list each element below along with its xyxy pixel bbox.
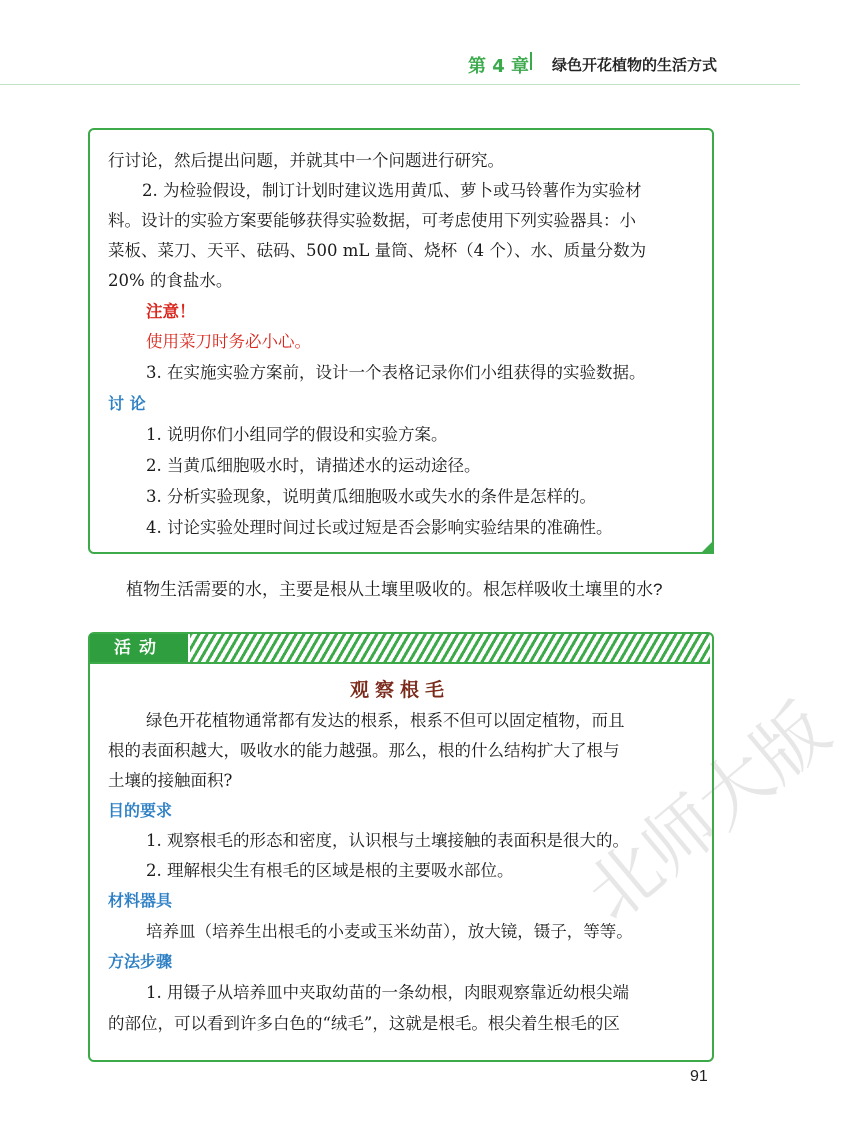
discussion-item-1: 1. 说明你们小组同学的假设和实验方案。	[146, 425, 448, 444]
chapter-title: 绿色开花植物的生活方式	[552, 56, 718, 74]
activity-tag: 活动	[90, 634, 188, 662]
chapter-label: 第 4 章	[468, 56, 530, 77]
intro-line-1: 绿色开花植物通常都有发达的根系，根系不但可以固定植物，而且	[146, 711, 625, 730]
discussion-heading: 讨 论	[108, 394, 146, 413]
discussion-item-3: 3. 分析实验现象，说明黄瓜细胞吸水或失水的条件是怎样的。	[146, 487, 596, 506]
box1-line-3: 料。设计的实验方案要能够获得实验数据，可考虑使用下列实验器具：小	[108, 211, 636, 230]
box1-line-1: 行讨论，然后提出问题，并就其中一个问题进行研究。	[108, 151, 504, 170]
activity-title: 观察根毛	[349, 679, 450, 701]
method-line-1: 1. 用镊子从培养皿中夹取幼苗的一条幼根，肉眼观察靠近幼根尖端	[146, 983, 629, 1002]
box1-line-4: 菜板、菜刀、天平、砝码、500 mL 量筒、烧杯（4 个）、水、质量分数为	[108, 241, 647, 260]
header-rule	[0, 84, 800, 85]
caution-text: 使用菜刀时务必小心。	[146, 332, 311, 351]
caution-title: 注意！	[146, 302, 196, 321]
intro-line-2: 根的表面积越大，吸收水的能力越强。那么，根的什么结构扩大了根与	[108, 741, 620, 760]
body-paragraph: 植物生活需要的水，主要是根从土壤里吸收的。根怎样吸收土壤里的水?	[126, 580, 663, 599]
box1-line-2: 2. 为检验假设，制订计划时建议选用黄瓜、萝卜或马铃薯作为实验材	[142, 181, 642, 200]
page-number: 91	[690, 1068, 708, 1085]
materials-text: 培养皿（培养生出根毛的小麦或玉米幼苗），放大镜，镊子，等等。	[146, 922, 633, 941]
materials-heading: 材料器具	[108, 891, 173, 910]
page-header	[0, 40, 800, 80]
goals-heading: 目的要求	[108, 801, 173, 820]
discussion-item-4: 4. 讨论实验处理时间过长或过短是否会影响实验结果的准确性。	[146, 518, 613, 537]
box1-line-5: 20% 的食盐水。	[108, 271, 233, 290]
publisher-watermark: 北师大版	[570, 687, 845, 937]
activity-stripes	[190, 634, 710, 662]
goal-item-2: 2. 理解根尖生有根毛的区域是根的主要吸水部位。	[146, 861, 514, 880]
goal-item-1: 1. 观察根毛的形态和密度，认识根与土壤接触的表面积是很大的。	[146, 831, 629, 850]
method-heading: 方法步骤	[108, 952, 173, 971]
activity-tag-underline	[90, 662, 710, 664]
intro-line-3: 土壤的接触面积?	[108, 771, 233, 790]
box-corner-mark	[700, 540, 714, 554]
discussion-item-2: 2. 当黄瓜细胞吸水时，请描述水的运动途径。	[146, 456, 481, 475]
header-separator	[530, 52, 532, 70]
box1-step-3: 3. 在实施实验方案前，设计一个表格记录你们小组获得的实验数据。	[146, 363, 646, 382]
method-line-2: 的部位，可以看到许多白色的“绒毛”，这就是根毛。根尖着生根毛的区	[108, 1014, 620, 1033]
